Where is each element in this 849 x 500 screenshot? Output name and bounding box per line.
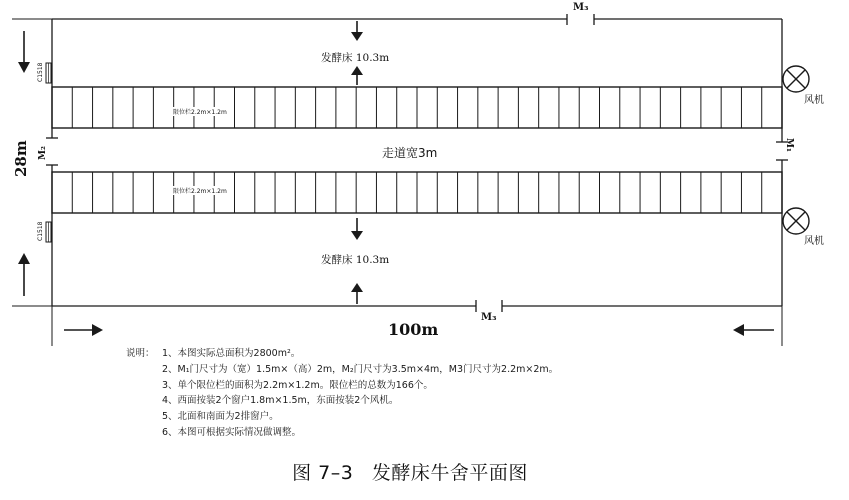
note-item: 2、M₁门尺寸为（宽）1.5m×（高）2m，M₂门尺寸为3.5m×4m，M3门尺寸为2.2m×2m。 bbox=[162, 363, 559, 375]
note-row bbox=[126, 362, 558, 378]
fan-label-upper: 风机 bbox=[804, 95, 824, 106]
note-row bbox=[126, 393, 558, 409]
figure-caption bbox=[0, 458, 820, 485]
arrow-right-icon-dimension bbox=[64, 324, 103, 336]
fan-label-lower: 风机 bbox=[804, 236, 824, 247]
door-m2-label: M₂ bbox=[38, 146, 48, 160]
window-upper-label: C1518 bbox=[37, 62, 44, 82]
pen-label-lower: 限位栏2.2m×1.2m bbox=[173, 188, 227, 195]
bottom-bed-label: 发酵床 10.3m bbox=[321, 254, 390, 266]
pen-row-upper bbox=[52, 87, 782, 128]
walkway-label: 走道宽3m bbox=[382, 146, 438, 160]
note-item: 5、北面和南面为2排窗户。 bbox=[162, 411, 279, 423]
arrow-up-icon-bottom-bed bbox=[351, 283, 363, 304]
window-lower-label: C1518 bbox=[37, 221, 44, 241]
note-item: 6、本图可根据实际情况做调整。 bbox=[162, 426, 302, 438]
note-item: 3、单个限位栏的面积为2.2m×1.2m。限位栏的总数为166个。 bbox=[162, 379, 433, 391]
arrow-up-icon-top-bed bbox=[351, 66, 363, 85]
note-item: 1、本图实际总面积为2800m²。 bbox=[162, 348, 301, 359]
note-row bbox=[126, 346, 558, 362]
figure-title: 发酵床牛舍平面图 bbox=[371, 462, 528, 484]
fan-icon-upper bbox=[783, 66, 809, 92]
note-row bbox=[126, 425, 558, 441]
arrow-left-icon-dimension bbox=[733, 324, 774, 336]
arrow-down-icon-top-bed bbox=[351, 21, 363, 41]
note-item: 4、西面按装2个窗户1.8m×1.5m，东面按装2个风机。 bbox=[162, 395, 399, 407]
notes bbox=[126, 346, 558, 441]
figure-number: 图 7–3 bbox=[292, 462, 354, 484]
pen-label-upper: 限位栏2.2m×1.2m bbox=[173, 109, 227, 116]
fan-icon-lower bbox=[783, 208, 809, 234]
note-row bbox=[126, 378, 558, 394]
note-row bbox=[126, 409, 558, 425]
notes-label: 说明： bbox=[126, 348, 155, 359]
top-bed-label: 发酵床 10.3m bbox=[321, 52, 390, 64]
door-m3-top-label: M₃ bbox=[573, 2, 589, 13]
arrow-down-icon-dimension bbox=[18, 31, 30, 73]
door-m1-label: M₁ bbox=[784, 138, 794, 152]
dimension-length-label: 100m bbox=[388, 320, 439, 339]
door-m3-bottom-label: M₃ bbox=[481, 312, 497, 323]
arrow-up-icon-dimension bbox=[18, 253, 30, 296]
arrow-down-icon-bottom-bed bbox=[351, 218, 363, 240]
dimension-width-label: 28m bbox=[12, 140, 30, 177]
pen-row-lower bbox=[52, 172, 782, 213]
